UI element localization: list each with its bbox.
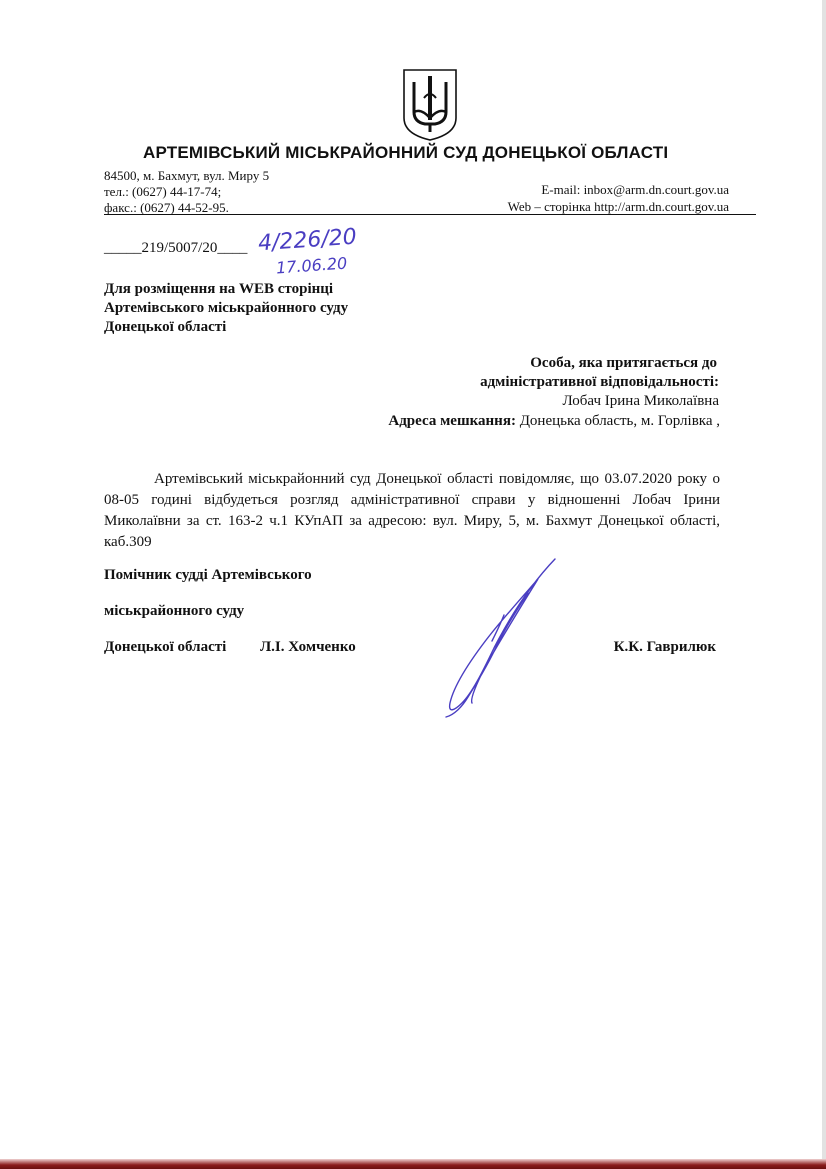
person-name: Лобач Ірина Миколаївна: [562, 393, 719, 409]
paper-edge-right: [822, 0, 826, 1169]
case-reference-number: _____219/5007/20____: [104, 240, 248, 256]
notice-paragraph: Артемівський міськрайонний суд Донецької області повідомляє, що 03.07.2020 року о 08-05 годині відбудеться розгляд адміністративної справи у відношенні Лобач Ірини Миколаївни за ст. 163-2 ч.1 КУпАП за адресою: вул. Миру, 5, м. Бахмут Донецької області, каб.309: [104, 471, 720, 550]
court-title: АРТЕМІВСЬКИЙ МІСЬКРАЙОННИЙ СУД ДОНЕЦЬКОЇ ОБЛАСТІ: [143, 143, 669, 162]
recipient-line-1: Для розміщення на WEB сторінці: [104, 281, 334, 297]
judge-name: К.К. Гаврилюк: [613, 639, 716, 655]
court-fax: факс.: (0627) 44-52-95.: [104, 200, 229, 215]
court-address: 84500, м. Бахмут, вул. Миру 5: [104, 168, 270, 183]
court-phone: тел.: (0627) 44-17-74;: [104, 184, 222, 199]
handwritten-signature: [432, 553, 562, 718]
paper-edge-bottom: [0, 1159, 826, 1169]
sign-line-1: Помічник судді Артемівського: [104, 567, 312, 583]
person-address-label: Адреса мешкання:: [388, 413, 516, 429]
recipient-line-3: Донецької області: [104, 319, 227, 335]
header-divider: [104, 214, 756, 215]
handwritten-case-number: 4/226/20: [257, 224, 358, 257]
sign-line-2: міськрайонного суду: [104, 603, 245, 619]
person-address-value: Донецька область, м. Горлівка ,: [515, 413, 720, 429]
sign-line-3: Донецької області: [104, 639, 227, 655]
person-label-line-2: адміністративної відповідальності:: [480, 374, 719, 390]
trident-emblem-icon: [401, 68, 459, 142]
person-label-line-1: Особа, яка притягається до: [530, 355, 717, 371]
handwritten-date: 17.06.20: [275, 253, 348, 278]
person-address: [388, 413, 720, 430]
court-website: Web – сторінка http://arm.dn.court.gov.ua: [507, 199, 729, 214]
court-email: E-mail: inbox@arm.dn.court.gov.ua: [541, 182, 729, 197]
recipient-line-2: Артемівського міськрайонного суду: [104, 300, 349, 316]
assistant-name: Л.І. Хомченко: [260, 639, 356, 655]
